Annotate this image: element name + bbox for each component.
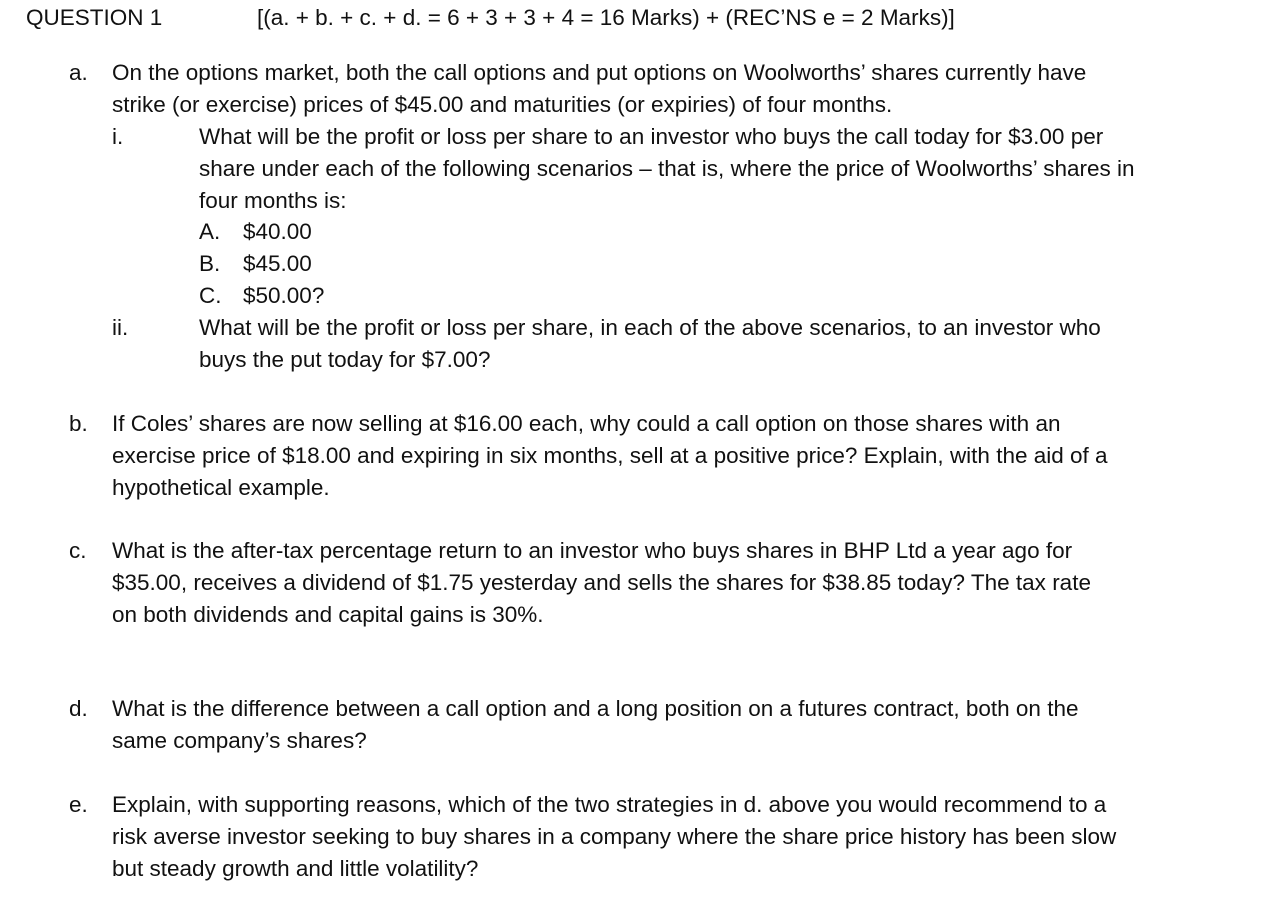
question-e-text: Explain, with supporting reasons, which of the two strategies in d. above you would recommend to a risk averse investor seeking to buy shares in a company where the share price history has been slow but steady growth and little volatility?: [112, 792, 1117, 881]
question-b-letter: b.: [69, 411, 88, 436]
option-a-value: $40.00: [243, 219, 312, 244]
question-b-text: If Coles’ shares are now selling at $16.00 each, why could a call option on those shares with an exercise price of $18.00 and expiring in six months, sell at a positive price? Explain, with the aid of a hypothetical example.: [112, 411, 1108, 500]
sub-i-number: i.: [112, 124, 124, 149]
question-c-letter: c.: [69, 538, 87, 563]
question-a-text: On the options market, both the call options and put options on Woolworths’ shares currently have strike (or exercise) prices of $45.00 and maturities (or expiries) of four months.: [112, 60, 1087, 117]
question-title: QUESTION 1: [26, 5, 163, 30]
sub-i-text: What will be the profit or loss per share to an investor who buys the call today for $3.00 per share under each of the following scenarios – that is, where the price of Woolworths’ shares in four months is:: [199, 124, 1135, 213]
question-d-letter: d.: [69, 696, 88, 721]
sub-ii-text: What will be the profit or loss per share, in each of the above scenarios, to an investor who buys the put today for $7.00?: [199, 315, 1101, 372]
option-c-value: $50.00?: [243, 283, 325, 308]
question-e-letter: e.: [69, 792, 88, 817]
option-a-label: A.: [199, 219, 221, 244]
option-a: [199, 216, 312, 248]
sub-ii-number: ii.: [112, 315, 129, 340]
option-c-label: C.: [199, 283, 222, 308]
question-d-text: What is the difference between a call option and a long position on a futures contract, both on the same company’s shares?: [112, 696, 1079, 753]
marks-allocation: [(a. + b. + c. + d. = 6 + 3 + 3 + 4 = 16 Marks) + (REC’NS e = 2 Marks)]: [257, 5, 955, 30]
option-b-value: $45.00: [243, 251, 312, 276]
question-header: [26, 2, 955, 34]
question-a-letter: a.: [69, 60, 88, 85]
option-c: [199, 280, 324, 312]
option-b-label: B.: [199, 251, 221, 276]
option-b: [199, 248, 312, 280]
question-c-text: What is the after-tax percentage return to an investor who buys shares in BHP Ltd a year ago for $35.00, receives a dividend of $1.75 yesterday and sells the shares for $38.85 today? The tax rate on both dividends and capital gains is 30%.: [112, 538, 1091, 627]
